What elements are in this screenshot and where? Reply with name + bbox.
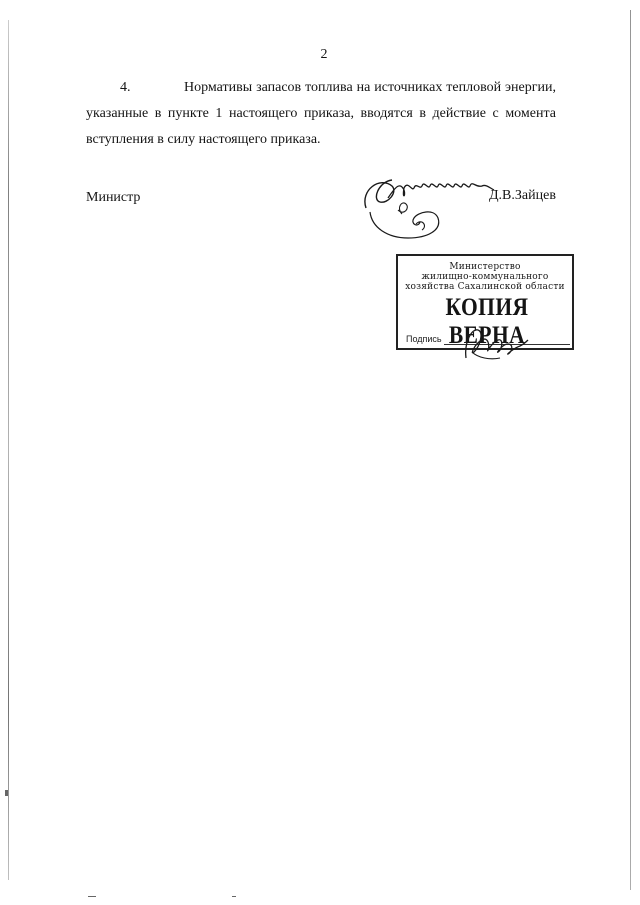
stamp-org-line: хозяйства Сахалинской области [405, 282, 565, 292]
handwritten-signature [358, 168, 498, 244]
scan-edge-right [630, 10, 631, 890]
signer-title: Министр [86, 190, 141, 205]
stamp-org-line: Министерство [449, 262, 521, 272]
paragraph-item-4 [86, 75, 556, 153]
paragraph-item-number: 4. [120, 80, 131, 95]
stamp-title: КОПИЯ ВЕРНА [445, 294, 529, 349]
page-number: 2 [320, 47, 328, 62]
scan-speck [232, 896, 236, 897]
scan-speck [88, 896, 96, 897]
scan-speck [5, 790, 8, 796]
stamp-handwritten-signature [460, 322, 530, 364]
stamp-sign-label: Подпись [406, 334, 442, 344]
scan-edge-left [8, 20, 9, 880]
paragraph-text: Нормативы запасов топлива на источниках тепловой энергии, указанные в пункте 1 настоящего приказа, вводятся в действие с момента вступления в силу настоящего приказа. [86, 80, 556, 147]
signer-name: Д.В.Зайцев [489, 188, 556, 203]
stamp-org-line: жилищно-коммунального [421, 272, 549, 282]
